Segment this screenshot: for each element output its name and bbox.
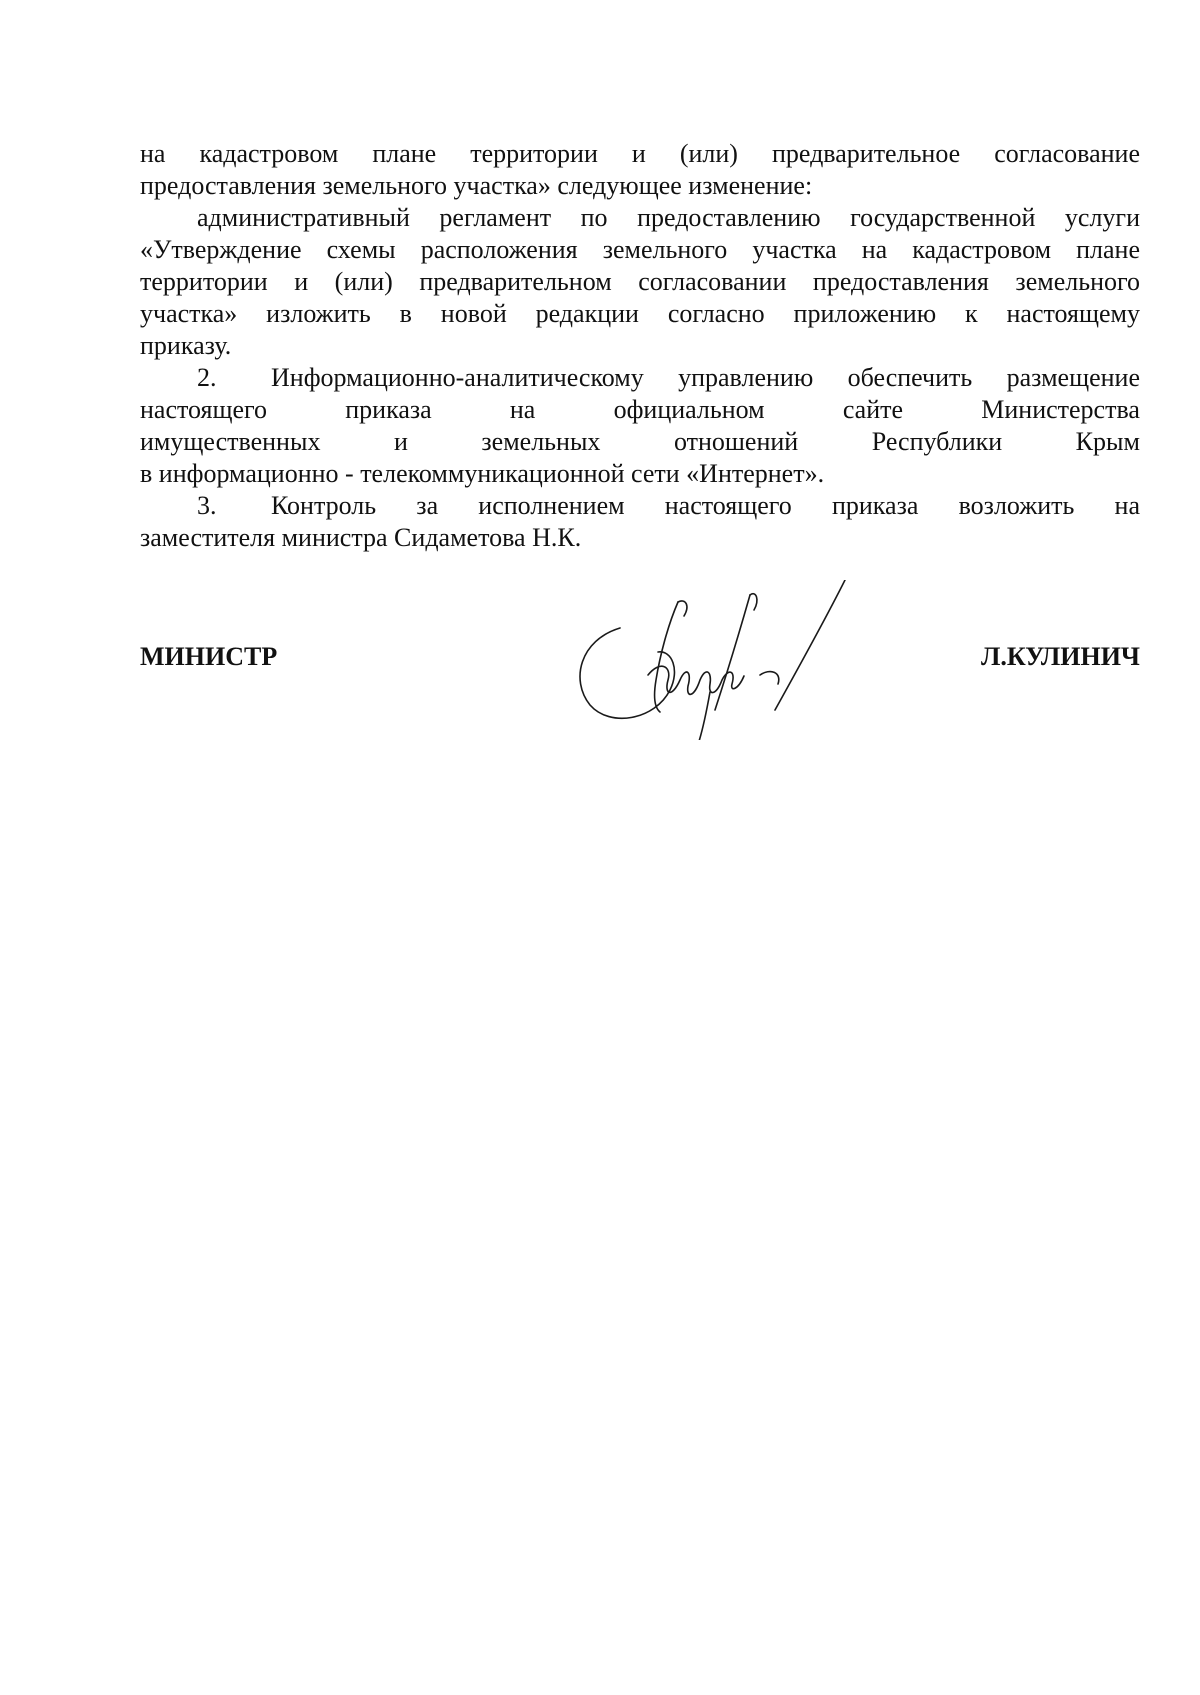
- item-text: Контроль за исполнением настоящего приказа возложить на: [271, 491, 1140, 520]
- item-2-first-line: [140, 362, 1140, 394]
- word: и: [393, 427, 408, 456]
- text-line: приказу.: [140, 331, 232, 360]
- text-line: предоставления земельного участка» следующее изменение:: [140, 171, 813, 200]
- document-body: [140, 138, 1140, 554]
- word: Министерства: [981, 395, 1140, 424]
- signer-name: Л.КУЛИНИЧ: [981, 642, 1140, 671]
- signer-role: МИНИСТР: [140, 642, 278, 671]
- text-line: участка» изложить в новой редакции согласно приложению к настоящему: [140, 299, 1140, 328]
- word: земельных: [481, 427, 601, 456]
- text-line: «Утверждение схемы расположения земельного участка на кадастровом плане: [140, 235, 1140, 264]
- word: имущественных: [140, 427, 321, 456]
- text-line: в информационно - телекоммуникационной сети «Интернет».: [140, 459, 825, 488]
- word: Крым: [1075, 427, 1140, 456]
- word: официальном: [613, 395, 765, 424]
- word: отношений: [673, 427, 799, 456]
- item-2-line-3: [140, 426, 1140, 458]
- text-line: административный регламент по предоставлению государственной услуги: [197, 203, 1140, 232]
- word: сайте: [842, 395, 904, 424]
- word: настоящего: [140, 395, 268, 424]
- item-number: 3.: [197, 491, 217, 520]
- signature-block: [140, 580, 1140, 740]
- item-2-line-2: [140, 394, 1140, 426]
- word: на: [509, 395, 536, 424]
- text-line: территории и (или) предварительном согласовании предоставления земельного: [140, 267, 1140, 296]
- text-line: заместителя министра Сидаметова Н.К.: [140, 523, 582, 552]
- item-number: 2.: [197, 363, 217, 392]
- item-3-first-line: [140, 490, 1140, 522]
- handwritten-signature: [560, 580, 890, 740]
- item-text: Информационно-аналитическому управлению обеспечить размещение: [271, 363, 1140, 392]
- word: приказа: [345, 395, 432, 424]
- word: Республики: [871, 427, 1003, 456]
- text-line: на кадастровом плане территории и (или) предварительное согласование: [140, 139, 1140, 168]
